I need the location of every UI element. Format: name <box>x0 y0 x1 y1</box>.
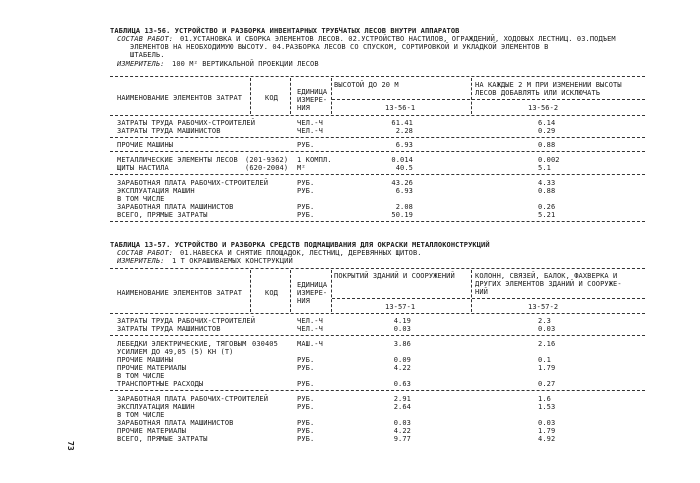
row-name: ПРОЧИЕ МАТЕРИАЛЫ <box>117 364 187 372</box>
row-name: ЗАРАБОТНАЯ ПЛАТА МАШИНИСТОВ <box>117 203 234 211</box>
row-code: (201-9362) <box>245 156 289 164</box>
table2-work-label: СОСТАВ РАБОТ: <box>117 249 174 257</box>
table2-header-col1: ПОКРЫТИЙ ЗДАНИЙ И СООРУЖЕНИЙ <box>334 272 455 280</box>
row-name: ЛЕБЕДКИ ЭЛЕКТРИЧЕСКИЕ, ТЯГОВЫМ <box>117 340 247 348</box>
row-name: ВСЕГО, ПРЯМЫЕ ЗАТРАТЫ <box>117 211 208 219</box>
row-name: ПРОЧИЕ МАШИНЫ <box>117 356 174 364</box>
row-name: ЗАРАБОТНАЯ ПЛАТА РАБОЧИХ-СТРОИТЕЛЕЙ <box>117 395 269 403</box>
table1-bottom-rule <box>110 221 645 222</box>
table2-header-unit-3: НИЯ <box>297 297 310 305</box>
row-v1: 2.64 <box>393 403 411 411</box>
table2-col-sep-2 <box>290 270 291 312</box>
row-v2: 2.3 <box>538 317 551 325</box>
row-unit: ЧЕЛ.-Ч <box>297 119 323 127</box>
row-v1: 6.93 <box>395 187 413 195</box>
row-unit: РУБ. <box>297 364 315 372</box>
page-number: 73 <box>66 441 75 451</box>
table1-work-label: СОСТАВ РАБОТ: <box>117 35 174 43</box>
row-v2: 0.26 <box>538 203 556 211</box>
table1-header-col2-line1: НА КАЖДЫЕ 2 М ПРИ ИЗМЕНЕНИИ ВЫСОТЫ <box>475 81 622 89</box>
table1-top-rule <box>110 76 645 77</box>
row-unit: РУБ. <box>297 203 315 211</box>
row-v1: 6.93 <box>395 141 413 149</box>
row-unit: РУБ. <box>297 419 315 427</box>
row-v1: 0.09 <box>393 356 411 364</box>
row-name: ЭКСПЛУАТАЦИЯ МАШИН <box>117 187 195 195</box>
row-v1: 3.86 <box>393 340 411 348</box>
row-v1: 40.5 <box>395 164 413 172</box>
table2-work-line-1: 01.НАВЕСКА И СНЯТИЕ ПЛОЩАДОК, ЛЕСТНИЦ, ДЕРЕВЯННЫХ ЩИТОВ. <box>180 249 422 257</box>
row-v1: 9.77 <box>393 435 411 443</box>
table1-work-line-3: ШТАБЕЛЬ. <box>130 51 165 59</box>
table2-measure-label: ИЗМЕРИТЕЛЬ: <box>117 257 165 265</box>
table1-col-sep-3 <box>331 78 332 114</box>
row-name: ЭКСПЛУАТАЦИЯ МАШИН <box>117 403 195 411</box>
row-name: ЗАТРАТЫ ТРУДА РАБОЧИХ-СТРОИТЕЛЕЙ <box>117 317 256 325</box>
table2-header-unit-1: ЕДИНИЦА <box>297 281 328 289</box>
row-unit: 1 КОМПЛ. <box>297 156 332 164</box>
row-v1: 2.91 <box>393 395 411 403</box>
row-v2: 4.33 <box>538 179 556 187</box>
row-unit: РУБ. <box>297 179 315 187</box>
row-name: ЩИТЫ НАСТИЛА <box>117 164 169 172</box>
row-name: ВСЕГО, ПРЯМЫЕ ЗАТРАТЫ <box>117 435 208 443</box>
table2-header-col2-line2: ДРУГИХ ЭЛЕМЕНТОВ ЗДАНИЙ И СООРУЖЕ- <box>475 280 622 288</box>
table1-header-unit-3: НИЯ <box>297 104 310 112</box>
row-name: В ТОМ ЧИСЛЕ <box>117 372 165 380</box>
table1-header-col2-line2: ЛЕСОВ ДОБАВЛЯТЬ ИЛИ ИСКЛЮЧАТЬ <box>475 89 601 97</box>
table1-header-code: КОД <box>265 94 278 102</box>
table1-work-line-2: ЭЛЕМЕНТОВ НА НЕОБХОДИМУЮ ВЫСОТУ. 04.РАЗБОРКА ЛЕСОВ СО СПУСКОМ, СОРТИРОВКОЙ И УКЛАДКОЙ ЭЛЕМЕНТОВ В <box>130 43 549 51</box>
table2-header-col2-line3: НИЙ <box>475 288 488 296</box>
table1-header-col1: ВЫСОТОЙ ДО 20 М <box>334 81 399 89</box>
row-unit: ЧЕЛ.-Ч <box>297 317 323 325</box>
table1-measure-label: ИЗМЕРИТЕЛЬ: <box>117 60 165 68</box>
table2-col-sep-1 <box>250 270 251 312</box>
table2-header-col1-code: 13-57-1 <box>385 303 416 311</box>
row-v2: 2.16 <box>538 340 556 348</box>
row-v2: 5.1 <box>538 164 551 172</box>
row-v1: 2.28 <box>395 127 413 135</box>
row-unit: РУБ. <box>297 403 315 411</box>
table2-header-col2-code: 13-57-2 <box>528 303 559 311</box>
table1-header-col1-code: 13-56-1 <box>385 104 416 112</box>
table1-header-name: НАИМЕНОВАНИЕ ЭЛЕМЕНТОВ ЗАТРАТ <box>117 94 243 102</box>
table2-header-bottom-rule <box>110 313 645 314</box>
row-v2: 0.88 <box>538 187 556 195</box>
row-v1: 0.63 <box>393 380 411 388</box>
table2-header-code: КОД <box>265 289 278 297</box>
row-unit: РУБ. <box>297 435 315 443</box>
row-unit: МАШ.-Ч <box>297 340 323 348</box>
row-v2: 5.21 <box>538 211 556 219</box>
row-unit: РУБ. <box>297 380 315 388</box>
table1-col-sep-2 <box>290 78 291 114</box>
row-unit: ЧЕЛ.-Ч <box>297 127 323 135</box>
table2-title: ТАБЛИЦА 13-57. УСТРОЙСТВО И РАЗБОРКА СРЕДСТВ ПОДМАЩИВАНИЯ ДЛЯ ОКРАСКИ МЕТАЛЛОКОНСТРУКЦИЙ <box>110 241 490 249</box>
row-v1: 50.19 <box>391 211 413 219</box>
row-name: ПРОЧИЕ МАШИНЫ <box>117 141 174 149</box>
row-unit: М² <box>297 164 306 172</box>
row-v1: 0.03 <box>393 325 411 333</box>
table2-header-unit-2: ИЗМЕРЕ- <box>297 289 328 297</box>
table2-header-name: НАИМЕНОВАНИЕ ЭЛЕМЕНТОВ ЗАТРАТ <box>117 289 243 297</box>
row-v2: 1.6 <box>538 395 551 403</box>
row-v2: 1.79 <box>538 364 556 372</box>
row-name: В ТОМ ЧИСЛЕ <box>117 195 165 203</box>
table2-col-sep-4 <box>471 270 472 312</box>
row-unit: РУБ. <box>297 356 315 364</box>
row-v2: 1.79 <box>538 427 556 435</box>
table1-header-unit-1: ЕДИНИЦА <box>297 88 328 96</box>
row-name: МЕТАЛЛИЧЕСКИЕ ЭЛЕМЕНТЫ ЛЕСОВ <box>117 156 238 164</box>
row-code: 030405 <box>252 340 278 348</box>
row-name: ПРОЧИЕ МАТЕРИАЛЫ <box>117 427 187 435</box>
row-name: ЗАТРАТЫ ТРУДА МАШИНИСТОВ <box>117 325 221 333</box>
table1-header-bottom-rule <box>110 115 645 116</box>
row-name: ЗАТРАТЫ ТРУДА МАШИНИСТОВ <box>117 127 221 135</box>
table2-header-col2-line1: КОЛОНН, СВЯЗЕЙ, БАЛОК, ФАХВЕРКА И <box>475 272 618 280</box>
table1-work-line-1: 01.УСТАНОВКА И СБОРКА ЭЛЕМЕНТОВ ЛЕСОВ. 02.УСТРОЙСТВО НАСТИЛОВ, ОГРАЖДЕНИЙ, ХОДОВЫХ ЛЕСТНИЦ. 03.ПОДЪЕМ <box>180 35 616 43</box>
row-name: ТРАНСПОРТНЫЕ РАСХОДЫ <box>117 380 204 388</box>
table1-measure-value: 100 М² ВЕРТИКАЛЬНОЙ ПРОЕКЦИИ ЛЕСОВ <box>172 60 319 68</box>
row-name: ЗАРАБОТНАЯ ПЛАТА РАБОЧИХ-СТРОИТЕЛЕЙ <box>117 179 269 187</box>
row-v2: 4.92 <box>538 435 556 443</box>
table2-top-rule <box>110 268 645 269</box>
row-v1: 61.41 <box>391 119 413 127</box>
table1-rule-1 <box>110 137 645 138</box>
table1-title: ТАБЛИЦА 13-56. УСТРОЙСТВО И РАЗБОРКА ИНВЕНТАРНЫХ ТРУБЧАТЫХ ЛЕСОВ ВНУТРИ АППАРАТОВ <box>110 27 460 35</box>
row-name: УСИЛИЕМ ДО 49,05 (5) КН (Т) <box>117 348 234 356</box>
row-v2: 0.29 <box>538 127 556 135</box>
row-unit: РУБ. <box>297 141 315 149</box>
row-v1: 0.03 <box>393 419 411 427</box>
table2-measure-value: 1 Т ОКРАШИВАЕМЫХ КОНСТРУКЦИЙ <box>172 257 293 265</box>
row-v2: 0.03 <box>538 419 556 427</box>
table2-rule-2 <box>110 390 645 391</box>
row-v2: 6.14 <box>538 119 556 127</box>
table2-header-inner-rule <box>332 298 645 299</box>
table1-rule-2 <box>110 151 645 152</box>
table1-header-inner-rule <box>332 99 645 100</box>
table1-col-sep-4 <box>471 78 472 114</box>
row-v2: 0.1 <box>538 356 551 364</box>
row-v2: 1.53 <box>538 403 556 411</box>
table2-col-sep-3 <box>331 270 332 312</box>
row-unit: ЧЕЛ.-Ч <box>297 325 323 333</box>
row-name: ЗАТРАТЫ ТРУДА РАБОЧИХ-СТРОИТЕЛЕЙ <box>117 119 256 127</box>
table1-rule-3 <box>110 174 645 175</box>
row-name: В ТОМ ЧИСЛЕ <box>117 411 165 419</box>
row-name: ЗАРАБОТНАЯ ПЛАТА МАШИНИСТОВ <box>117 419 234 427</box>
row-v1: 4.22 <box>393 364 411 372</box>
row-v2: 0.88 <box>538 141 556 149</box>
row-v1: 0.014 <box>391 156 413 164</box>
table1-header-unit-2: ИЗМЕРЕ- <box>297 96 328 104</box>
row-unit: РУБ. <box>297 211 315 219</box>
table1-col-sep-1 <box>250 78 251 114</box>
row-v1: 2.08 <box>395 203 413 211</box>
row-unit: РУБ. <box>297 395 315 403</box>
row-v2: 0.002 <box>538 156 560 164</box>
row-v1: 43.26 <box>391 179 413 187</box>
row-unit: РУБ. <box>297 187 315 195</box>
table2-rule-1 <box>110 335 645 336</box>
row-v1: 4.19 <box>393 317 411 325</box>
row-code: (620-2004) <box>245 164 289 172</box>
row-v2: 0.27 <box>538 380 556 388</box>
row-v1: 4.22 <box>393 427 411 435</box>
table1-header-col2-code: 13-56-2 <box>528 104 559 112</box>
row-unit: РУБ. <box>297 427 315 435</box>
row-v2: 0.03 <box>538 325 556 333</box>
